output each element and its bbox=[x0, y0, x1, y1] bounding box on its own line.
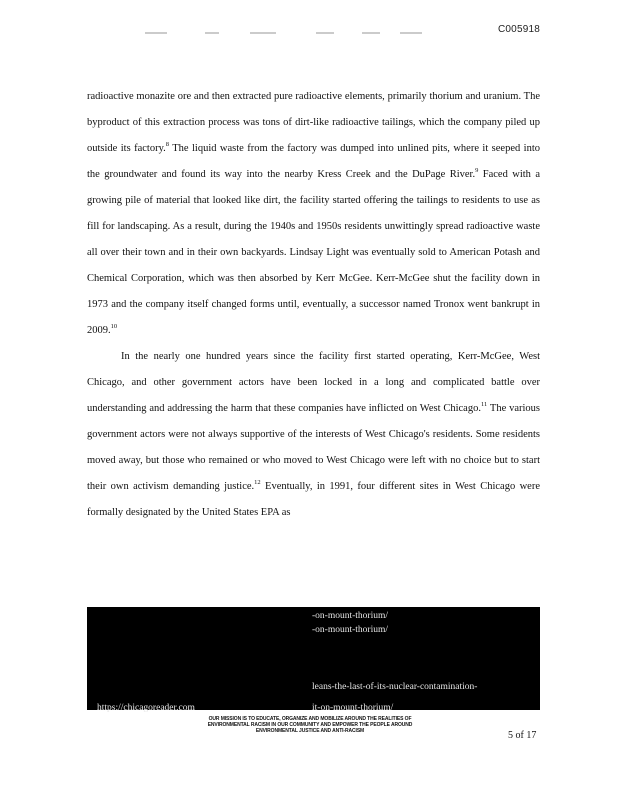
footer-mission-statement bbox=[165, 716, 455, 734]
paragraph-text: Faced with a growing pile of material that looked like dirt, the facility started offering the tailings to residents to use as fill for landscaping. As a result, during the 1940s and 1950s residents unwittingly spread radioactive waste all over their town and in their own backyards. Lindsay Light was eventually sold to American Potash and Chemical Corporation, which was then absorbed by Kerr McGee. Kerr-McGee shut the facility down in 1973 and the company itself changed forms until, eventually, a successor named Tronox went bankrupt in 2009. bbox=[87, 169, 541, 336]
header-smudge bbox=[316, 32, 334, 34]
document-id: C005918 bbox=[498, 24, 540, 35]
footnote-reference: 12 bbox=[254, 479, 261, 486]
footnote-reference: 9 bbox=[475, 167, 479, 174]
mission-line: ENVIRONMENTAL RACISM IN OUR COMMUNITY AND EMPOWER THE PEOPLE AROUND bbox=[207, 722, 413, 728]
footnote-reference: 8 bbox=[165, 141, 170, 148]
header-smudge bbox=[145, 32, 167, 34]
paragraph-text: Eventually, in 1991, four different sites in West Chicago were formally designated by the United States EPA as bbox=[87, 481, 540, 518]
footnote-url-fragment: leans-the-last-of-its-nuclear-contamination- bbox=[312, 682, 478, 692]
paragraph-text: In the nearly one hundred years since the facility first started operating, Kerr-McGee, West Chicago, and other government actors have been locked in a long and complicated battle over understanding and addressing the harm that these companies have inflicted on West Chicago. bbox=[87, 351, 540, 414]
redaction-box bbox=[87, 607, 540, 710]
footnote-reference: 11 bbox=[480, 401, 488, 408]
page-number: 5 of 17 bbox=[508, 730, 537, 741]
footnote-url-fragment: https://chicagoreader.com bbox=[97, 703, 195, 713]
header-smudge bbox=[205, 32, 219, 34]
header-smudge bbox=[400, 32, 422, 34]
mission-line: OUR MISSION IS TO EDUCATE, ORGANIZE AND MOBILIZE AROUND THE REALITIES OF bbox=[208, 716, 412, 722]
paragraph-text: The liquid waste from the factory was dumped into unlined pits, where it seeped into the groundwater and found its way into the nearby Kress Creek and the DuPage River. bbox=[87, 143, 540, 180]
header-smudge bbox=[362, 32, 380, 34]
paragraph bbox=[87, 344, 540, 526]
paragraph bbox=[87, 84, 540, 344]
header-smudge bbox=[250, 32, 276, 34]
footnote-url-fragment: -on-mount-thorium/ bbox=[312, 625, 388, 635]
footnote-url-fragment: -on-mount-thorium/ bbox=[312, 611, 388, 621]
paragraph-text: radioactive monazite ore and then extracted pure radioactive elements, primarily thorium and uranium. The byproduct of this extraction process was tons of dirt-like radioactive tailings, which the company piled up outside its factory. bbox=[87, 91, 540, 154]
footnote-reference: 10 bbox=[110, 323, 118, 330]
body-text bbox=[87, 84, 540, 526]
mission-line: ENVIRONMENTAL JUSTICE AND ANTI-RACISM bbox=[255, 728, 365, 734]
footnote-url-fragment: it-on-mount-thorium/ bbox=[312, 703, 394, 713]
paragraph-text: The various government actors were not always supportive of the interests of West Chicago's residents. Some residents moved away, but those who remained or who moved to West Chicago were left with no choice but to start their own activism demanding justice. bbox=[87, 403, 540, 492]
